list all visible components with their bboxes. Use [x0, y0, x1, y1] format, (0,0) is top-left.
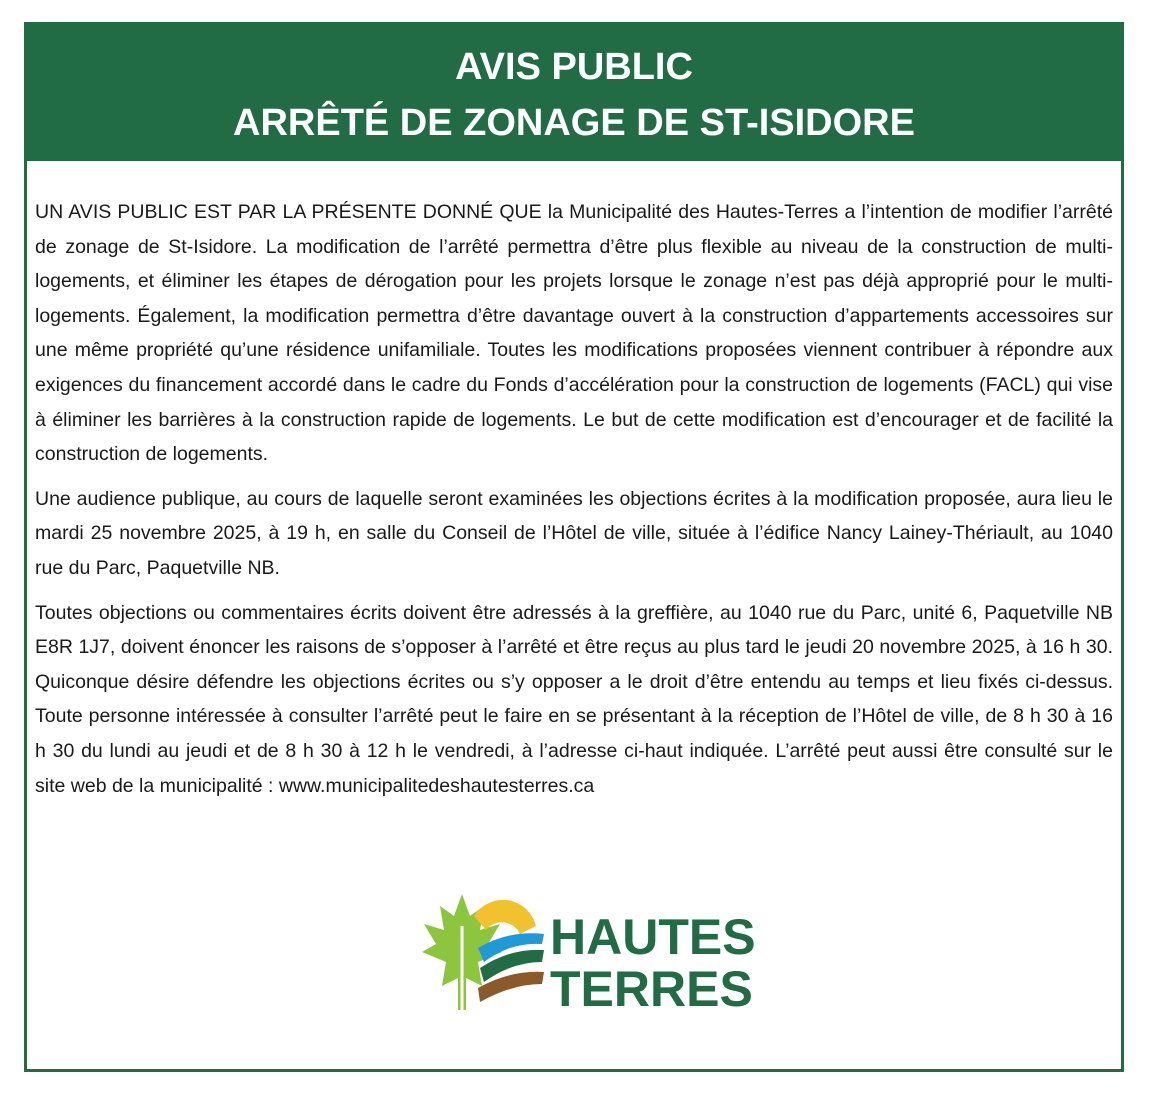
landscape-bands-icon [478, 933, 544, 1002]
hautes-terres-logo [400, 886, 760, 1016]
paragraph-intent: UN AVIS PUBLIC EST PAR LA PRÉSENTE DONNÉ QUE la Municipalité des Hautes-Terres a l’intention de modifier l’arrêté de zonage de St-Isidore. La modification de l’arrêté permettra d’être plus flexible au niveau de la construction de multi-logements, et éliminer les étapes de dérogation pour les projets lorsque le zonage n’est pas déjà approprié pour le multi-logements. Également, la modification permettra d’être davantage ouvert à la construction d’appartements accessoires sur une même propriété qu’une résidence unifamiliale. Toutes les modifications proposées viennent contribuer à répondre aux exigences du financement accordé dans le cadre du Fonds d’accélération pour la construction de logements (FACL) qui vise à éliminer les barrières à la construction rapide de logements. Le but de cette modification est d’encourager et de facilité la construction de logements. [35, 201, 1113, 466]
logo-text-hautes: HAUTES [550, 909, 756, 965]
sun-icon [474, 900, 536, 934]
notice-header [27, 25, 1121, 161]
paragraph-objections: Toutes objections ou commentaires écrits doivent être adressés à la greffière, au 1040 rue du Parc, unité 6, Paquetville NB E8R 1J7, doivent énoncer les raisons de s’opposer à l’arrêté et être reçus au plus tard le jeudi 20 novembre 2025, à 16 h 30. Quiconque désire défendre les objections écrites ou s’y opposer a le droit d’être entendu au temps et lieu fixés ci-dessus. Toute personne intéressée à consulter l’arrêté peut le faire en se présentant à la réception de l’Hôtel de ville, de 8 h 30 à 16 h 30 du lundi au jeudi et de 8 h 30 à 12 h le vendredi, à l’adresse ci-haut indiquée. L’arrêté peut aussi être consulté sur le site web de la municipalité : www.municipalitedeshautesterres.ca [35, 601, 1113, 797]
notice-subtitle: ARRÊTÉ DE ZONAGE DE ST-ISIDORE [233, 102, 915, 144]
notice-body [27, 161, 1121, 803]
paragraph-hearing: Une audience publique, au cours de laquelle seront examinées les objections écrites à la modification proposée, aura lieu le mardi 25 novembre 2025, à 19 h, en salle du Conseil de l’Hôtel de ville, située à l’édifice Nancy Lainey-Thériault, au 1040 rue du Parc, Paquetville NB. [35, 487, 1113, 579]
logo-text-terres: TERRES [550, 961, 753, 1016]
notice-title: AVIS PUBLIC [455, 46, 693, 88]
